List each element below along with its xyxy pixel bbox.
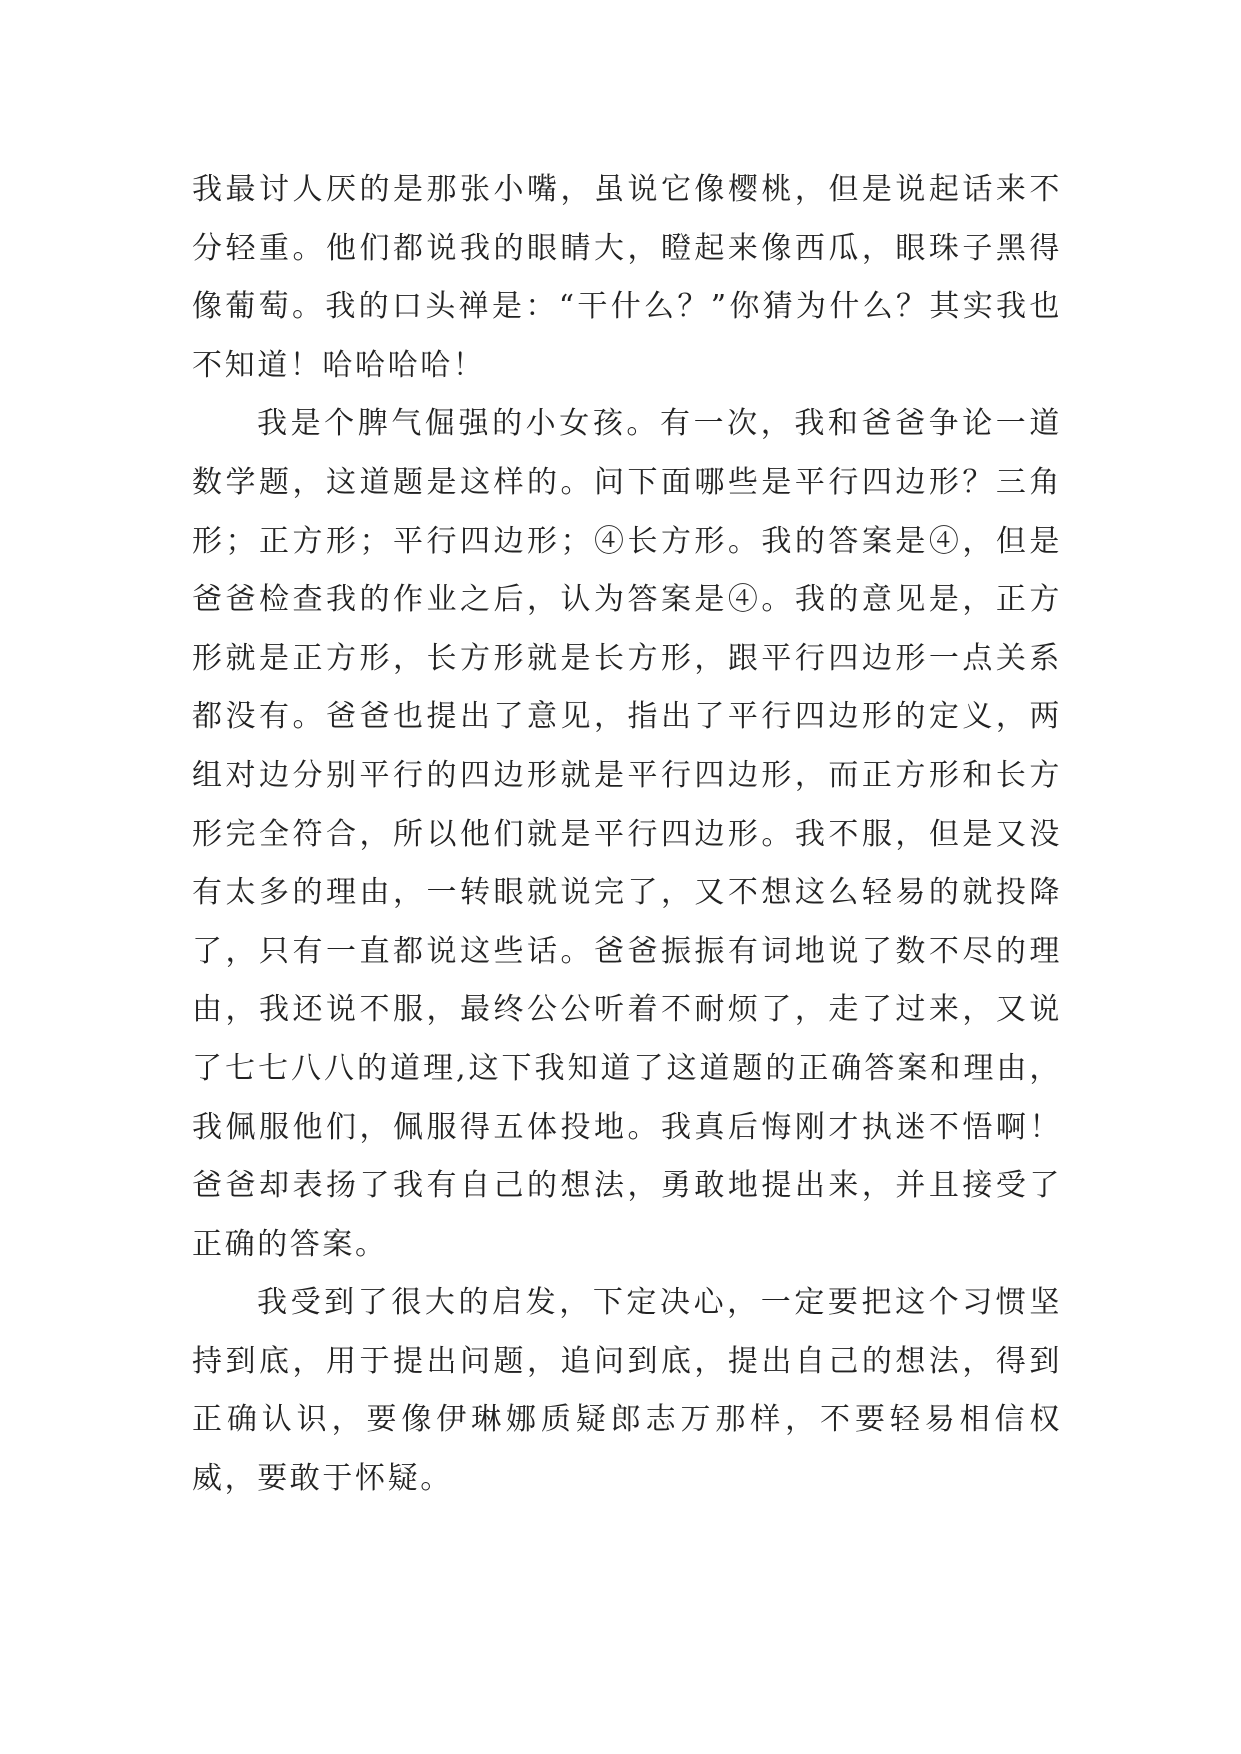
paragraph-1: 我最讨人厌的是那张小嘴，虽说它像樱桃，但是说起话来不分轻重。他们都说我的眼睛大，瞪起来像西瓜，眼珠子黑得像葡萄。我的口头禅是：“干什么？”你猜为什么？其实我也不知道！哈哈哈哈！ xyxy=(192,172,1062,383)
paragraph-2: 我是个脾气倔强的小女孩。有一次，我和爸爸争论一道数学题，这道题是这样的。问下面哪些是平行四边形？三角形；正方形；平行四边形；④长方形。我的答案是④，但是爸爸检查我的作业之后，认为答案是④。我的意见是，正方形就是正方形，长方形就是长方形，跟平行四边形一点关系都没有。爸爸也提出了意见，指出了平行四边形的定义，两组对边分别平行的四边形就是平行四边形，而正方形和长方形完全符合，所以他们就是平行四边形。我不服，但是又没有太多的理由，一转眼就说完了，又不想这么轻易的就投降了，只有一直都说这些话。爸爸振振有词地说了数不尽的理由，我还说不服，最终公公听着不耐烦了，走了过来，又说了七七八八的道理,这下我知道了这道题的正确答案和理由，我佩服他们，佩服得五体投地。我真后悔刚才执迷不悟啊！爸爸却表扬了我有自己的想法，勇敢地提出来，并且接受了正确的答案。 xyxy=(192,406,1062,1262)
document-body xyxy=(192,161,1062,1509)
paragraph-3: 我受到了很大的启发，下定决心，一定要把这个习惯坚持到底，用于提出问题，追问到底，提出自己的想法，得到正确认识，要像伊琳娜质疑郎志万那样，不要轻易相信权威，要敢于怀疑。 xyxy=(192,1285,1062,1497)
